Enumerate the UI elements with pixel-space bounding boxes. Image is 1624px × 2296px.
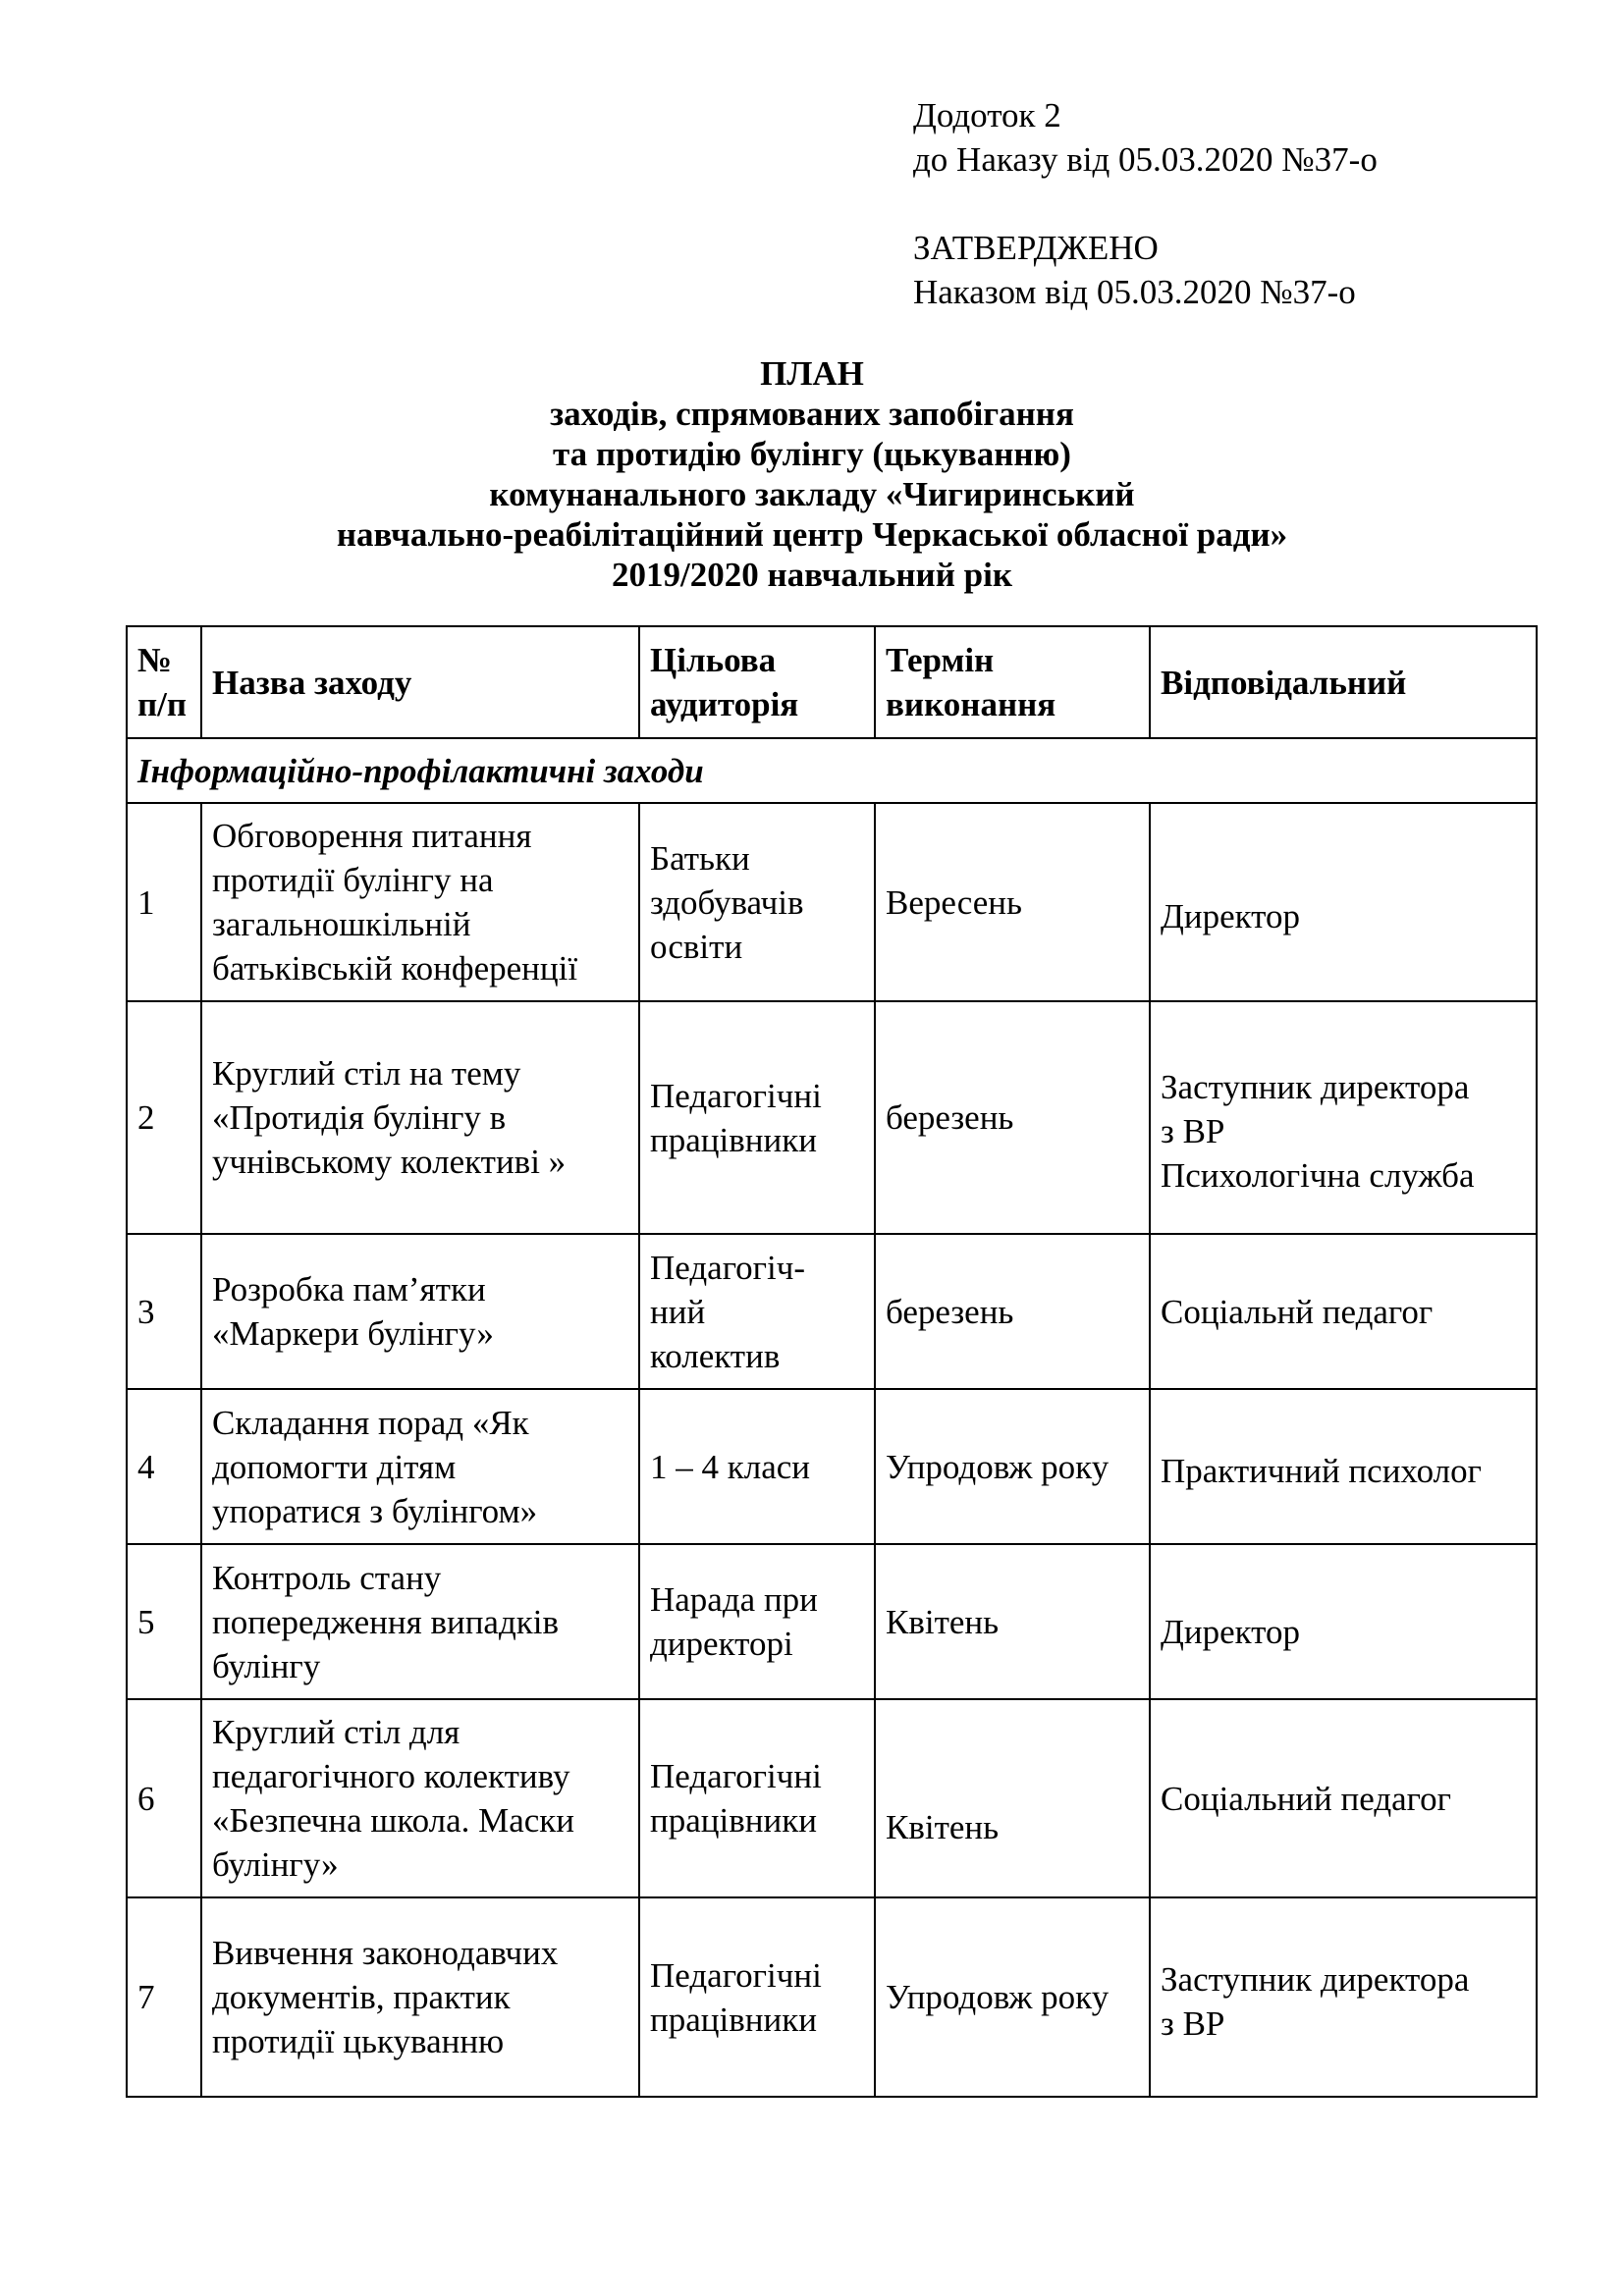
row-audience: 1 – 4 класи [639,1389,875,1544]
row-audience: Педагогічні працівники [639,1699,875,1897]
row-number: 5 [127,1544,201,1699]
table-row [127,1389,1537,1544]
row-audience: Батьки здобувачів освіти [639,803,875,1001]
approval-block [913,93,1378,314]
table-row [127,1699,1537,1897]
row-event-name: Круглий стіл для педагогічного колективу «Безпечна школа. Маски булінгу» [201,1699,639,1897]
section-row [127,738,1537,803]
header-term: Термін виконання [875,626,1150,738]
title-line-2: заходів, спрямованих запобігання [550,395,1074,433]
row-term: Квітень [875,1699,1150,1897]
row-audience: Педагогічні працівники [639,1897,875,2097]
header-event-name: Назва заходу [201,626,639,738]
header-audience: Цільова аудиторія [639,626,875,738]
row-term: Квітень [875,1544,1150,1699]
spacer [913,182,1378,226]
table-row [127,803,1537,1001]
row-number: 2 [127,1001,201,1234]
row-responsible: Директор [1150,1544,1537,1699]
row-responsible: Практичний психолог [1150,1389,1537,1544]
row-event-name: Обговорення питання протидії булінгу на загальношкільній батьківській конференції [201,803,639,1001]
row-responsible: Директор [1150,803,1537,1001]
row-responsible: Заступник директора з ВР Психологічна служба [1150,1001,1537,1234]
row-responsible: Заступник директора з ВР [1150,1897,1537,2097]
row-audience: Педагогічні працівники [639,1001,875,1234]
table-row [127,1544,1537,1699]
row-audience: Педагогіч- ний колектив [639,1234,875,1389]
approved-label: ЗАТВЕРДЖЕНО [913,229,1159,267]
header-number: № п/п [127,626,201,738]
row-term: Вересень [875,803,1150,1001]
table-row [127,1897,1537,2097]
row-number: 7 [127,1897,201,2097]
row-responsible: Соціальний педагог [1150,1699,1537,1897]
section-title: Інформаційно-профілактичні заходи [127,738,1537,803]
title-plan: ПЛАН [760,354,864,393]
row-responsible: Соціальнй педагог [1150,1234,1537,1389]
title-line-3: та протидію булінгу (цькуванню) [553,435,1071,473]
plan-table [126,625,1538,2098]
row-number: 6 [127,1699,201,1897]
header-responsible: Відповідальний [1150,626,1537,738]
table-row [127,1234,1537,1389]
appendix-label: Додоток 2 [913,96,1061,134]
row-event-name: Вивчення законодавчих документів, практик протидії цькуванню [201,1897,639,2097]
row-term: Упродовж року [875,1389,1150,1544]
order-reference: до Наказу від 05.03.2020 №37-о [913,140,1378,179]
approved-order-reference: Наказом від 05.03.2020 №37-о [913,273,1356,311]
row-number: 1 [127,803,201,1001]
row-number: 3 [127,1234,201,1389]
title-line-5: навчально-реабілітаційний центр Черкаської обласної ради» [336,515,1288,554]
row-term: березень [875,1234,1150,1389]
row-audience: Нарада при директорі [639,1544,875,1699]
table-row [127,1001,1537,1234]
row-number: 4 [127,1389,201,1544]
row-event-name: Складання порад «Як допомогти дітям упоратися з булінгом» [201,1389,639,1544]
table-header-row [127,626,1537,738]
row-event-name: Круглий стіл на тему «Протидія булінгу в учнівському колективі » [201,1001,639,1234]
row-term: Упродовж року [875,1897,1150,2097]
row-term: березень [875,1001,1150,1234]
document-title [0,353,1624,595]
row-event-name: Контроль стану попередження випадків булінгу [201,1544,639,1699]
title-line-4: комунанального закладу «Чигиринський [489,475,1135,513]
row-event-name: Розробка пам’ятки «Маркери булінгу» [201,1234,639,1389]
title-year: 2019/2020 навчальний рік [611,556,1012,594]
